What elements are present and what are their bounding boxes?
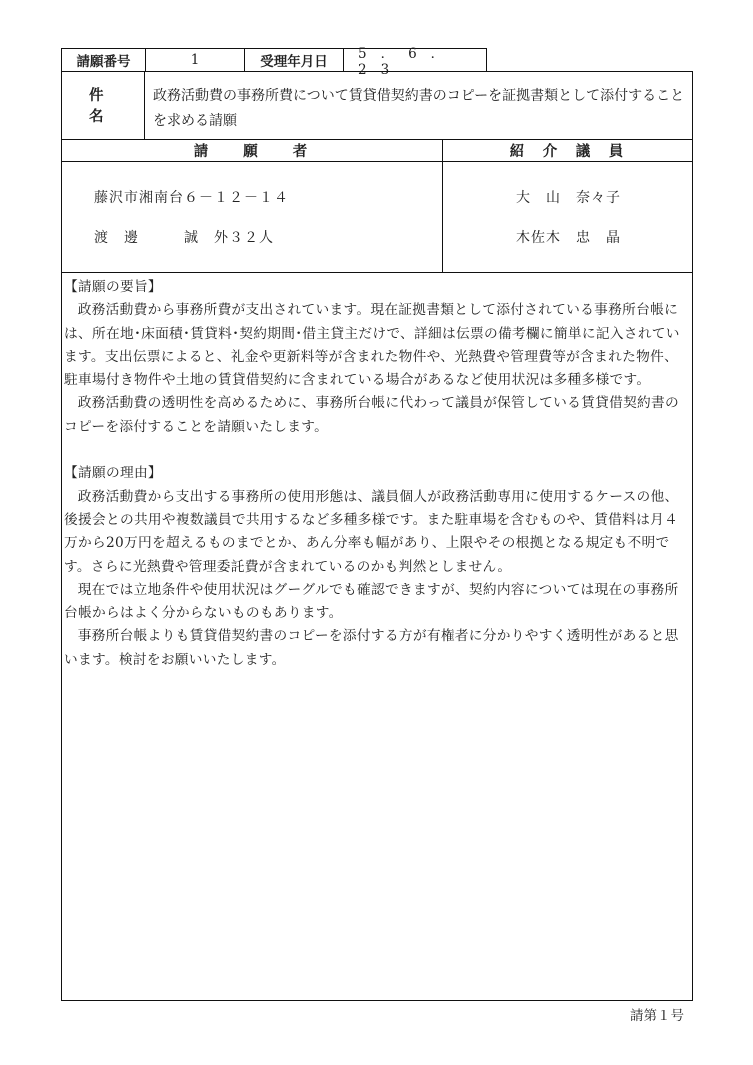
subject-label: 件 名 (61, 71, 145, 139)
form-number: 請第１号 (630, 1008, 684, 1024)
vertical-divider (442, 140, 443, 273)
petition-header-table (61, 46, 487, 78)
subject-text: 政務活動費の事務所費について賃貸借契約書のコピーを証拠書類として添付することを求める請願 (153, 88, 685, 129)
divider (61, 272, 693, 273)
petition-number-value: 1 (146, 49, 245, 71)
reason-paragraph: 事務所台帳よりも賃貸借契約書のコピーを添付する方が有権者に分かりやすく透明性があると思います。検討をお願いいたします。 (64, 628, 679, 668)
petitioner-header: 請 願 者 (193, 144, 310, 160)
summary-paragraph: 政務活動費の透明性を高めるために、事務所台帳に代わって議員が保管している賃貸借契約書のコピーを添付することを請願いたします。 (64, 395, 680, 435)
petition-number-label: 請願番号 (62, 49, 146, 71)
introducer-member: 大 山 奈々子 (516, 190, 621, 206)
divider (61, 161, 693, 162)
introducer-member: 木佐木 忠 晶 (516, 230, 621, 246)
received-date-label: 受理年月日 (245, 49, 344, 71)
summary-paragraph: 政務活動費から事務所費が支出されています。現在証拠書類として添付されている事務所台帳には、所在地･床面積･賃貸料･契約期間･借主貸主だけで、詳細は伝票の備考欄に簡単に記入されています。支出伝票によると、礼金や更新料等が含まれた物件や、光熱費や管理費等が含まれた物件、駐車場付き物件や土地の賃貸借契約に含まれている場合があるなど使用状況は多種多様です。 (64, 302, 680, 389)
reason-paragraph: 政務活動費から支出する事務所の使用形態は、議員個人が政務活動専用に使用するケースの他、後援会との共用や複数議員で共用するなど多種多様です。また駐車場を含むものや、賃借料は月４万から20万円を超えるものまでとか、あん分率も幅があり、上限やその根拠となる規定も不明です。さらに光熱費や管理委託費が含まれているのかも判然としません。 (64, 488, 679, 575)
petitioner-name: 渡 邊 誠 外３２人 (94, 230, 274, 246)
introducer-header: 紹 介 議 員 (509, 144, 626, 160)
petition-body (64, 276, 690, 672)
received-date-value: 5．6．23 (358, 46, 459, 78)
summary-heading: 【請願の要旨】 (64, 279, 162, 295)
petitioner-address: 藤沢市湘南台６－１２－１４ (94, 190, 289, 206)
reason-heading: 【請願の理由】 (64, 465, 162, 482)
reason-paragraph: 現在では立地条件や使用状況はグーグルでも確認できますが、契約内容については現在の事務所台帳からはよく分からないものもあります。 (64, 581, 679, 622)
